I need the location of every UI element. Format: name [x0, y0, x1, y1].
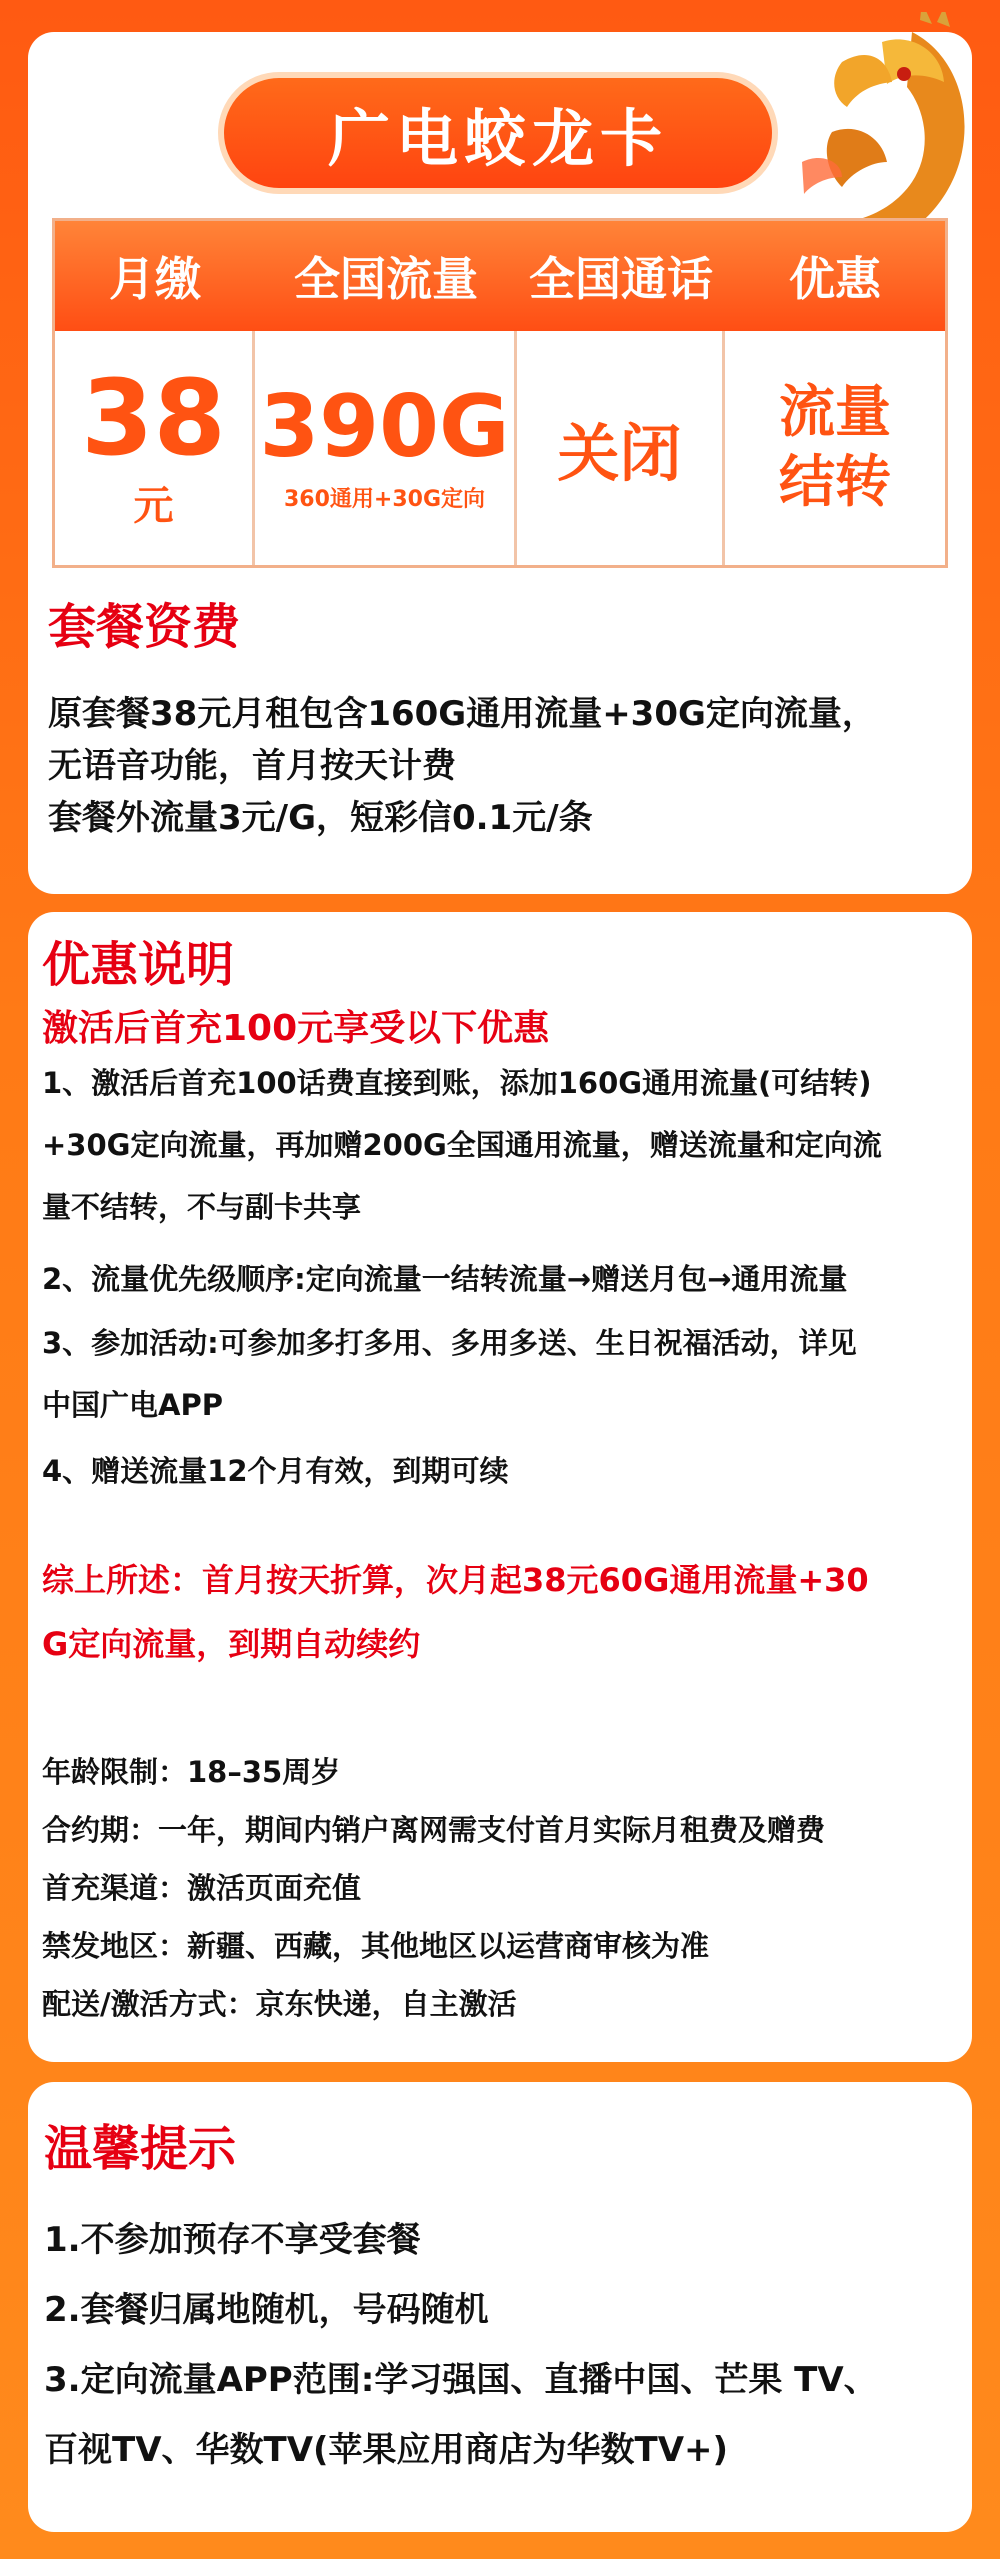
info-age-limit: 年龄限制：18–35周岁: [42, 1755, 341, 1789]
benefit-line1: 流量: [779, 380, 891, 445]
info-delivery-method: 配送/激活方式：京东快递，自主激活: [42, 1987, 517, 2021]
promo-rule-2: 2、流量优先级顺序:定向流量一结转流量→赠送月包→通用流量: [42, 1262, 848, 1296]
monthly-fee-value: 38: [81, 356, 226, 479]
promo-highlight: 激活后首充100元享受以下优惠: [42, 1008, 550, 1049]
info-recharge-channel: 首充渠道：激活页面充值: [42, 1871, 362, 1905]
package-description: [48, 688, 876, 844]
tip-item: 1.不参加预存不享受套餐: [44, 2220, 421, 2260]
promo-rule-4: 4、赠送流量12个月有效，到期可续: [42, 1454, 509, 1488]
promo-rule-3: [42, 1312, 962, 1436]
summary-line: G定向流量，到期自动续约: [42, 1625, 421, 1663]
info-contract-period: 合约期：一年，期间内销户离网需支付首月实际月租费及赠费: [42, 1813, 826, 1847]
benefit-line2: 结转: [779, 450, 891, 515]
rule-line: 量不结转，不与副卡共享: [42, 1190, 362, 1224]
tip-item: 2.套餐归属地随机，号码随机: [44, 2290, 489, 2330]
tip-item: 百视TV、华数TV(苹果应用商店为华数TV+): [44, 2430, 729, 2470]
monthly-fee-unit: 元: [133, 482, 174, 529]
plan-header-card: [28, 32, 972, 894]
rule-line: 3、参加活动:可参加多打多用、多用多送、生日祝福活动，详见: [42, 1326, 857, 1360]
package-line: 无语音功能，首月按天计费: [48, 746, 456, 786]
promo-summary: [42, 1548, 966, 1676]
data-cell: [255, 331, 517, 565]
rule-line: +30G定向流量，再加赠200G全国通用流量，赠送流量和定向流: [42, 1128, 882, 1162]
header-monthly: 月缴: [109, 252, 201, 306]
price-table: [52, 218, 948, 568]
header-data: 全国流量: [294, 252, 478, 306]
header-benefit: 优惠: [789, 252, 881, 306]
page-title: 广电蛟龙卡: [327, 101, 668, 175]
monthly-fee-cell: [55, 331, 255, 565]
promo-rule-1: [42, 1052, 962, 1238]
promo-section-title: 优惠说明: [42, 937, 235, 993]
calls-cell: [517, 331, 725, 565]
rule-line: 中国广电APP: [42, 1388, 223, 1422]
price-table-header: [55, 221, 945, 331]
calls-value: 关闭: [557, 416, 682, 490]
tips-section-title: 温馨提示: [44, 2121, 237, 2177]
header-calls: 全国通话: [529, 252, 713, 306]
info-restricted-regions: 禁发地区：新疆、西藏，其他地区以运营商审核为准: [42, 1929, 710, 1963]
package-line: 原套餐38元月租包含160G通用流量+30G定向流量，: [48, 694, 876, 734]
data-total: 390G: [259, 376, 510, 477]
rule-line: 1、激活后首充100话费直接到账，添加160G通用流量(可结转): [42, 1066, 872, 1100]
tips-card: [28, 2082, 972, 2532]
data-note: 360通用+30G定向: [283, 486, 486, 512]
price-table-body: [55, 331, 945, 565]
promo-card: [28, 912, 972, 2062]
summary-line: 综上所述：首月按天折算，次月起38元60G通用流量+30: [42, 1561, 869, 1599]
benefit-cell: [725, 331, 945, 565]
package-line: 套餐外流量3元/G，短彩信0.1元/条: [48, 798, 593, 838]
tip-item: 3.定向流量APP范围:学习强国、直播中国、芒果 TV、: [44, 2360, 878, 2400]
package-section-title: 套餐资费: [48, 599, 241, 655]
